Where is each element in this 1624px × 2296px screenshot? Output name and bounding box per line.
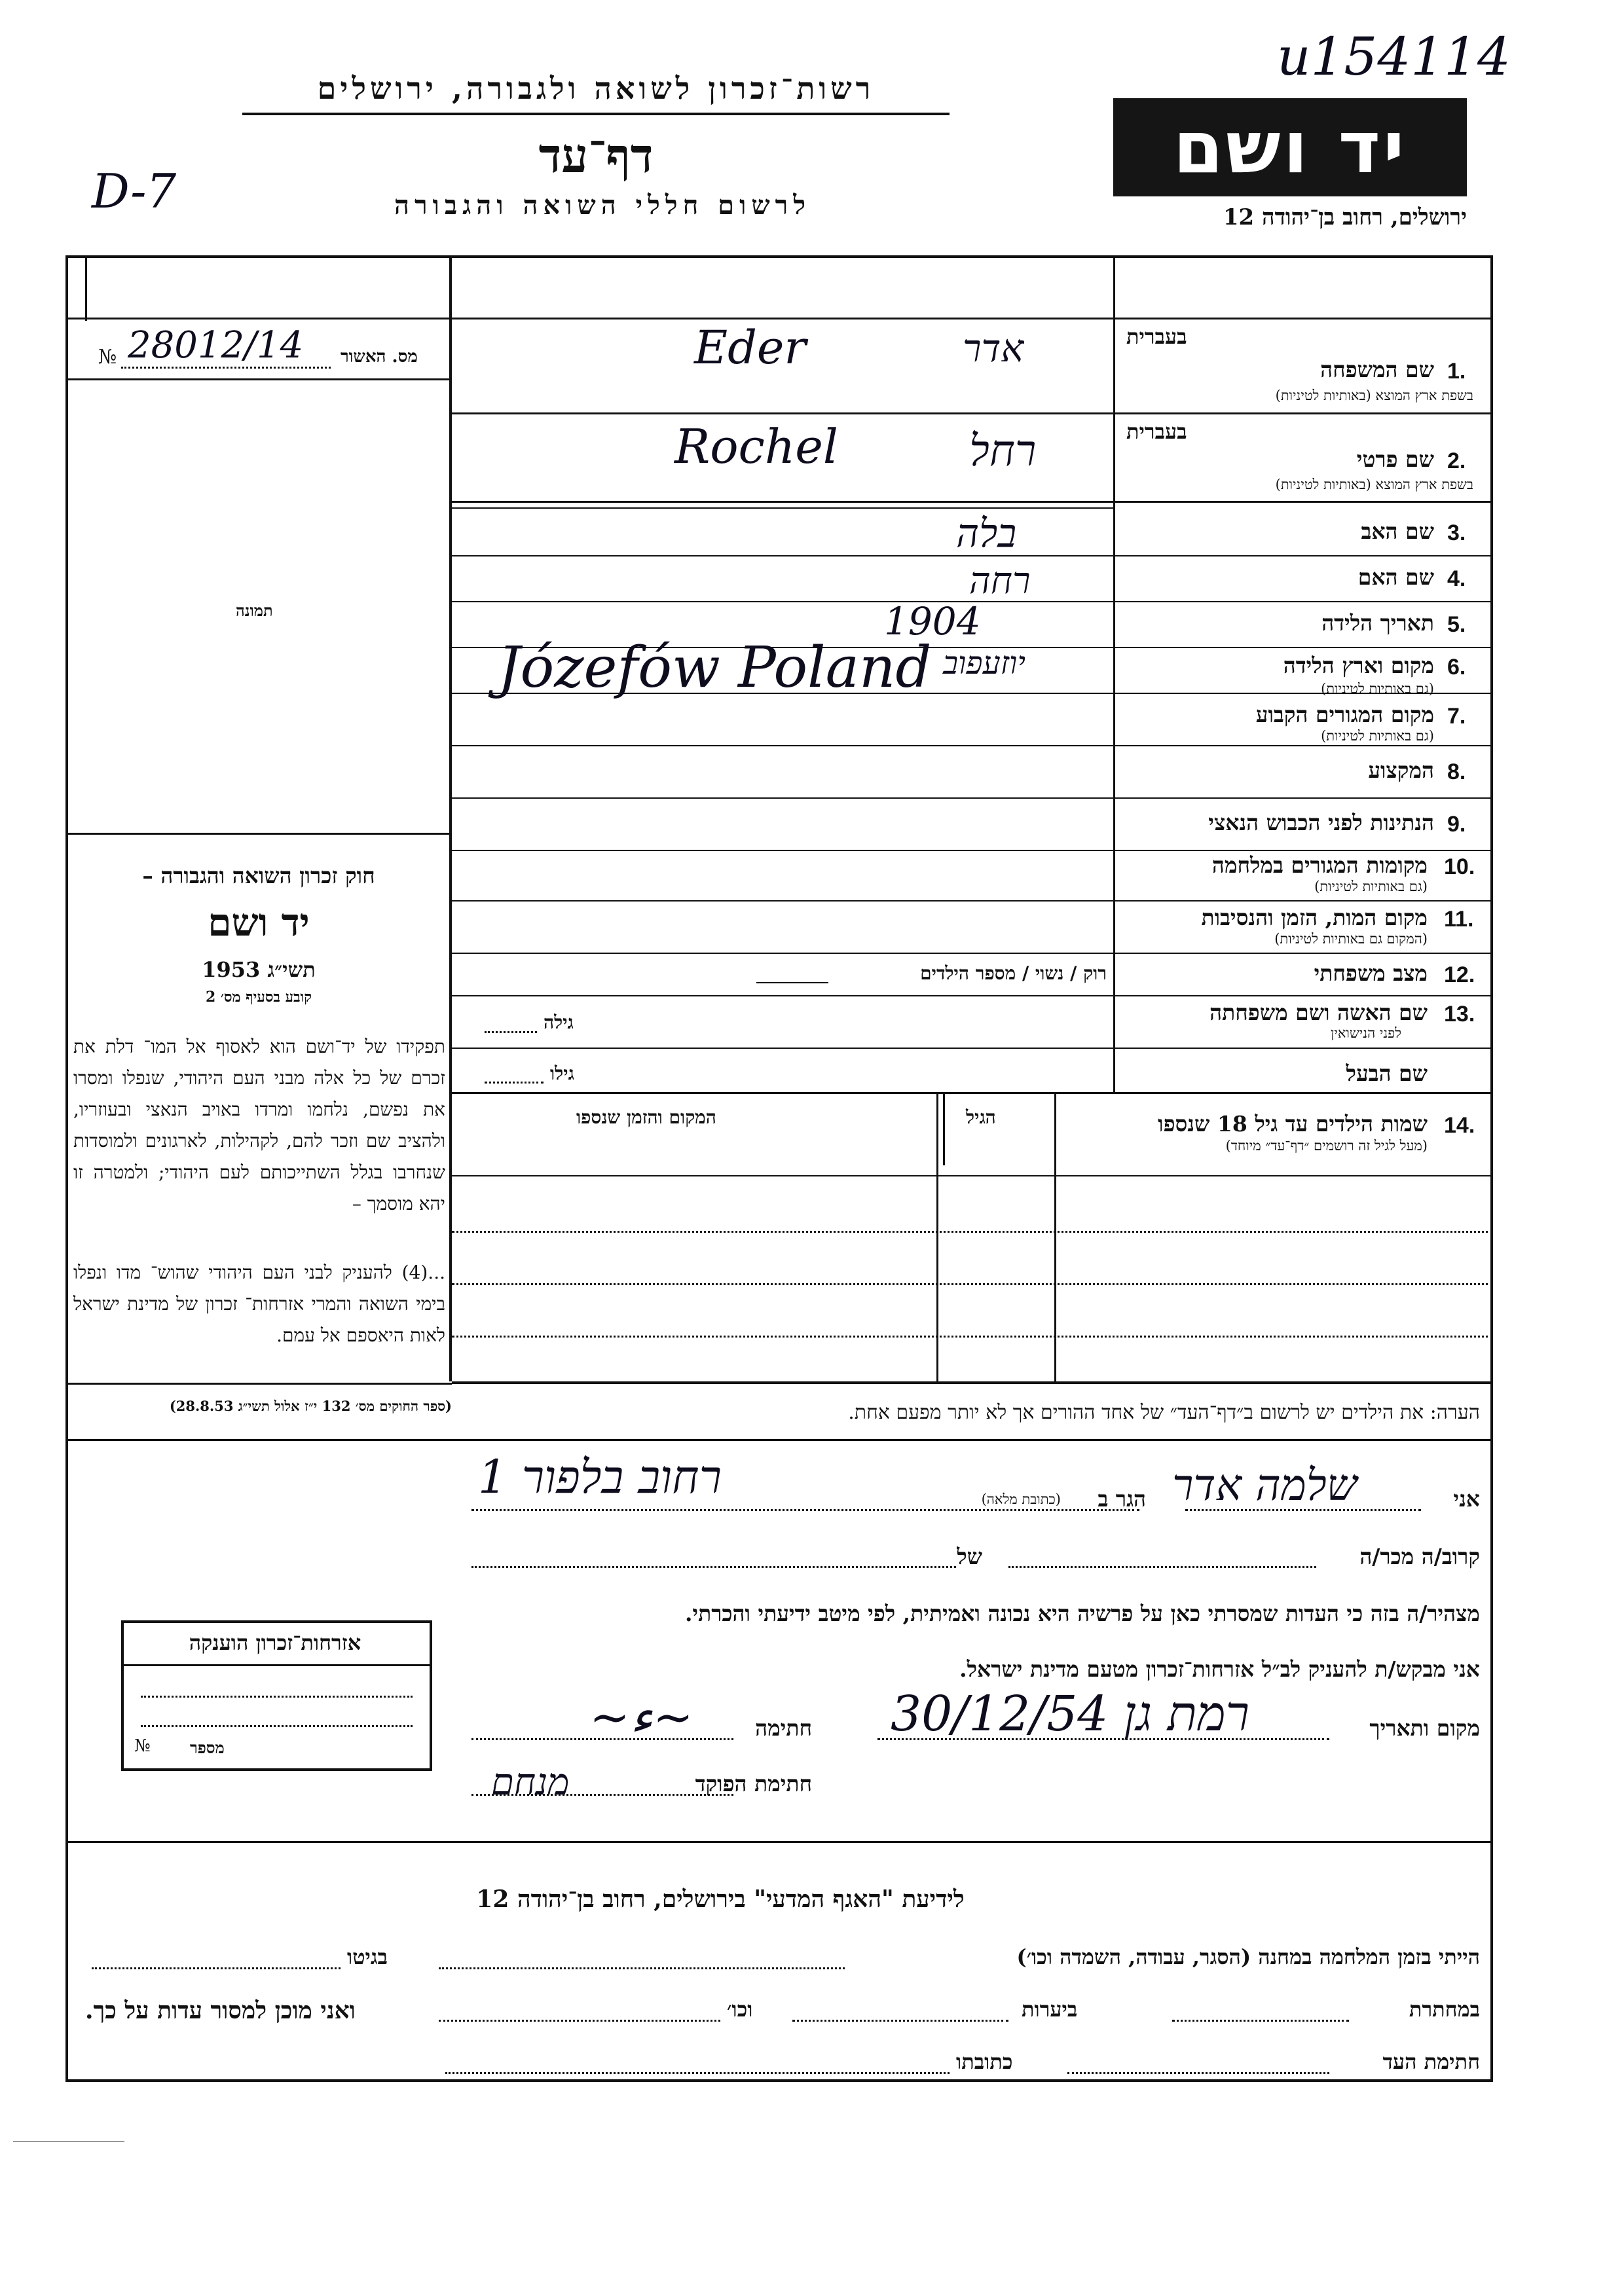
husband-age-label: גילו (550, 1063, 574, 1084)
field-5-number: 5. (1447, 612, 1466, 637)
form-subtitle: לרשום חללי השואה והגבורה (394, 190, 811, 221)
field-2-value-hebrew: רחל (969, 426, 1037, 476)
field-7-label: מקום המגורים הקבוע (1255, 702, 1434, 727)
field-7-number: 7. (1447, 704, 1466, 729)
field-6-number: 6. (1447, 655, 1466, 680)
decl-hand-name: שלמה אדר (1172, 1460, 1357, 1510)
field-13-note: לפני הנישואין (1331, 1025, 1401, 1041)
decl-hand-officer: מנחם (491, 1761, 570, 1804)
field-13-number: 13. (1444, 1002, 1475, 1027)
field-3-number: 3. (1447, 520, 1466, 545)
field-1-number: 1. (1447, 359, 1466, 384)
approval-no-sign: № (98, 346, 117, 369)
photo-label: תמונה (236, 601, 273, 620)
form-title: דף־עד (538, 128, 654, 183)
law-title: חוק זכרון השואה והגבורה – (142, 863, 375, 888)
field-1-label: שם המשפחה (1320, 357, 1434, 382)
field-2-note: בשפת ארץ המוצא (באותיות לטיניות) (1275, 477, 1473, 492)
field-1-note: בשפת ארץ המוצא (באותיות לטיניות) (1275, 388, 1473, 403)
field-9-label: הנתינות לפני הכבוש הנאצי (1208, 810, 1434, 835)
citizenship-number-label: מספר (190, 1738, 225, 1757)
field-8-label: המקצוע (1368, 757, 1434, 783)
field-13-label: שם האשה ושם משפחתה (1209, 1000, 1428, 1025)
law-text-2: ...(4) להעניק לבני העם היהודי שהוש־ מדו ונפלו בימי השואה והמרי אזרחות־ זכרון של מדינת ישראל לאות היאספם אל עמם. (73, 1262, 445, 1346)
left-column-divider (449, 255, 452, 1381)
decl-address-note: (כתובת מלאה) (981, 1491, 1061, 1507)
handwritten-corner-id: u154114 (1277, 26, 1511, 87)
field-6-note: (גם באותיות לטיניות) (1321, 681, 1434, 697)
field-7-note: (גם באותיות לטיניות) (1321, 728, 1434, 744)
law-name: יד ושם (208, 900, 310, 945)
field-11-number: 11. (1444, 907, 1474, 932)
field-11-label: מקום המות, הזמן והנסיבות (1201, 905, 1428, 930)
field-6-value-latin: Józefów Poland (498, 635, 932, 701)
decl-place-date-label: מקום ותאריך (1369, 1715, 1480, 1741)
field-12-label: מצב משפחתי (1314, 960, 1428, 986)
label-column-divider (1113, 255, 1115, 1093)
decl-request: אני מבקש/ת להעניק לב״ל אזרחות־זכרון מטעם מדינת ישראל. (959, 1656, 1480, 1682)
field-6-value-hebrew: יוזעפוב (943, 645, 1025, 682)
approval-number: 28012/14 (128, 324, 304, 367)
field-3-value: בלה (956, 511, 1017, 556)
field-4-value: רחה (969, 560, 1031, 602)
signature-mark: ~ﺀ~ (589, 1689, 693, 1745)
children-title: שמות הילדים עד גיל 18 שנספו (1158, 1111, 1428, 1137)
field-12-options: רוק / נשוי / מספר הילדים (920, 962, 1107, 984)
children-age-header: הגיל (966, 1106, 996, 1128)
info-line2-mid2: וכו׳ (727, 1997, 753, 2022)
citizenship-title: אזרחות־זכרון הוענקה (189, 1630, 361, 1655)
field-1-value-latin: Eder (694, 321, 806, 374)
field-1-value-hebrew: אדר (963, 326, 1024, 371)
law-year: תשי״ג 1953 (202, 957, 316, 982)
field-11-note: (המקום גם באותיות לטיניות) (1274, 931, 1428, 947)
field-4-label: שם האם (1357, 564, 1434, 590)
law-citation: (ספר החוקים מס׳ 132 י״ז אלול תשי״ג 28.8.53) (169, 1398, 452, 1414)
field-3-label: שם האב (1361, 519, 1434, 544)
field-10-note: (גם באותיות לטיניות) (1314, 879, 1428, 894)
field-2-value-latin: Rochel (674, 419, 838, 474)
info-line2-mid1: ביערות (1022, 1997, 1078, 2022)
field-4-number: 4. (1447, 566, 1466, 591)
decl-i-label: אני (1453, 1486, 1480, 1512)
logo-address: ירושלים, רחוב בן־יהודה 12 (1223, 204, 1467, 230)
info-line2-end: ואני מוכן למסור עדות על כך. (85, 1997, 356, 2024)
children-note: (מעל לגיל זה רושמים ״דף־עד״ מיוחד) (1225, 1138, 1428, 1154)
field-6-label: מקום וארץ הלידה (1283, 653, 1434, 678)
children-place-header: המקום והזמן שנספו (576, 1106, 716, 1128)
decl-signature-label: חתימה (755, 1715, 812, 1741)
handwritten-file-code: D-7 (92, 164, 177, 219)
remark: הערה: את הילדים יש לרשום ב״דף־העד״ של אחד ההורים אך לא יותר מפעם אחת. (848, 1401, 1480, 1424)
husband-label: שם הבעל (1346, 1061, 1428, 1086)
field-9-number: 9. (1447, 812, 1466, 837)
info-line1-label: הייתי בזמן המלחמה במחנה (הסגר, עבודה, השמדה וכו׳) (1016, 1944, 1480, 1969)
children-number: 14. (1444, 1113, 1475, 1138)
field-12-number: 12. (1444, 962, 1475, 987)
law-clause: קובע בסעיף מס׳ 2 (205, 989, 312, 1006)
field-10-label: מקומות המגורים במלחמה (1211, 852, 1428, 878)
decl-hand-place-date: רמת גן 30/12/54 (891, 1686, 1250, 1742)
citizenship-no-sign: № (134, 1736, 151, 1756)
info-line3-mid: כתובתו (956, 2049, 1013, 2074)
field-1-lang-tag: בעברית (1126, 324, 1187, 349)
authority-title: רשות־זכרון לשואה ולגבורה, ירושלים (317, 71, 875, 106)
info-line2-start: במחתרת (1409, 1997, 1480, 2022)
field-10-number: 10. (1444, 854, 1475, 879)
field-2-label: שם פרטי (1356, 446, 1434, 472)
title-underline (242, 113, 950, 115)
field-2-lang-tag: בעברית (1126, 419, 1187, 444)
approval-label: מס. האשור (341, 347, 418, 367)
field-5-value: 1904 (884, 599, 981, 644)
field-5-label: תאריך הלידה (1321, 610, 1434, 636)
scan-artifact-line (13, 2141, 124, 2142)
decl-statement: מצהיר/ה בזה כי העדות שמסרתי כאן על פרשיה היא נכונה ואמיתית, לפי מיטב ידיעתי והכרתי. (684, 1601, 1480, 1626)
decl-officer-sig-label: חתימת הפוקד (695, 1771, 812, 1796)
decl-hand-address: רחוב בלפור 1 (478, 1450, 722, 1504)
field-13-age-label: גילה (544, 1011, 574, 1033)
decl-of-label: של (957, 1544, 982, 1569)
info-line3-label: חתימת העד (1382, 2049, 1480, 2074)
field-2-number: 2. (1447, 448, 1466, 473)
info-title: לידיעת "האגף המדעי" בירושלים, רחוב בן־יהודה 12 (476, 1886, 965, 1913)
decl-relative-label: קרוב/ה מכר/ה (1359, 1544, 1480, 1569)
decl-resident-label: הגר ב (1098, 1486, 1146, 1512)
yad-vashem-logo: יד ושם (1113, 98, 1467, 196)
info-line1-end: בגיטו (347, 1944, 388, 1969)
field-8-number: 8. (1447, 759, 1466, 784)
law-text-1: תפקידו של יד־ושם הוא לאסוף אל המו־ דלת את זכרם של כל אלה מבני העם היהודי, שנפלו ומסרו את נפשם, נלחמו ומרדו באויב הנאצי ובעוזריו, ולהציב שם וזכר להם, לקהילות, לארגונים ולמוסדות שנחרבו בגלל השתייכותם לעם היהודי; ולמטרה זו יהא מוסמך – (73, 1036, 445, 1214)
